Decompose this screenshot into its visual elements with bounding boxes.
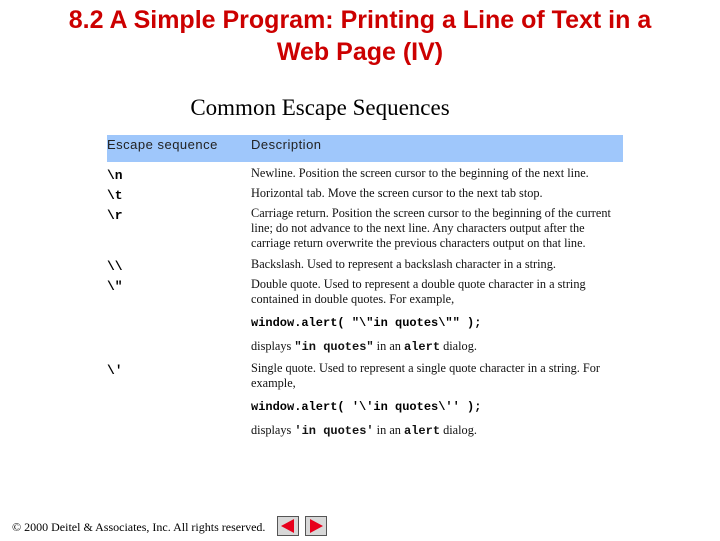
escape-code: \n <box>107 168 123 183</box>
example-result <box>251 423 623 439</box>
right-arrow-icon <box>305 516 327 536</box>
table-caption: Common Escape Sequences <box>190 95 450 120</box>
header-description: Description <box>251 137 322 152</box>
escape-description: Newline. Position the screen cursor to the beginning of the next line. <box>251 166 589 180</box>
escape-sequence-table <box>107 135 623 439</box>
table-row <box>107 206 623 251</box>
header-escape-sequence: Escape sequence <box>107 137 218 152</box>
escape-code: \\ <box>107 259 123 274</box>
escape-code: \' <box>107 363 123 378</box>
result-code: "in quotes" <box>294 340 374 354</box>
escape-description: Horizontal tab. Move the screen cursor to the next tab stop. <box>251 186 543 200</box>
slide-title-line2: Web Page (IV) <box>276 38 444 66</box>
table-row <box>107 166 623 181</box>
result-code: alert <box>404 424 441 438</box>
escape-code: \r <box>107 208 123 223</box>
next-slide-button[interactable] <box>305 516 327 536</box>
result-text: displays <box>251 423 295 437</box>
result-text: in an <box>373 423 405 437</box>
escape-description: Carriage return. Position the screen cursor to the beginning of the current line; do not advance to the next line. Any characters output after the carriage return overwrite the previous characters output on that line. <box>251 206 611 250</box>
code-example: window.alert( "\"in quotes\"" ); <box>251 316 482 330</box>
result-code: 'in quotes' <box>294 424 374 438</box>
escape-code: \" <box>107 279 123 294</box>
left-arrow-icon <box>277 516 299 536</box>
result-text: displays <box>251 339 295 353</box>
result-code: alert <box>404 340 441 354</box>
table-row <box>107 186 623 201</box>
table-row <box>107 257 623 272</box>
table-header <box>107 135 623 162</box>
escape-code: \t <box>107 188 123 203</box>
table-row <box>107 277 623 355</box>
escape-description: Single quote. Used to represent a single quote character in a string. For example, <box>251 361 600 390</box>
copyright-notice: © 2000 Deitel & Associates, Inc. All rights reserved. <box>12 520 266 534</box>
result-text: in an <box>373 339 405 353</box>
table-row <box>107 361 623 439</box>
slide-title <box>10 4 710 68</box>
previous-slide-button[interactable] <box>277 516 299 536</box>
result-text: dialog. <box>440 339 477 353</box>
code-example: window.alert( '\'in quotes\'' ); <box>251 400 482 414</box>
slide-title-line1: 8.2 A Simple Program: Printing a Line of Text in a <box>68 6 652 34</box>
escape-description: Backslash. Used to represent a backslash character in a string. <box>251 257 556 271</box>
example-result <box>251 339 623 355</box>
result-text: dialog. <box>440 423 477 437</box>
escape-description: Double quote. Used to represent a double quote character in a string contained in double quotes. For example, <box>251 277 586 306</box>
